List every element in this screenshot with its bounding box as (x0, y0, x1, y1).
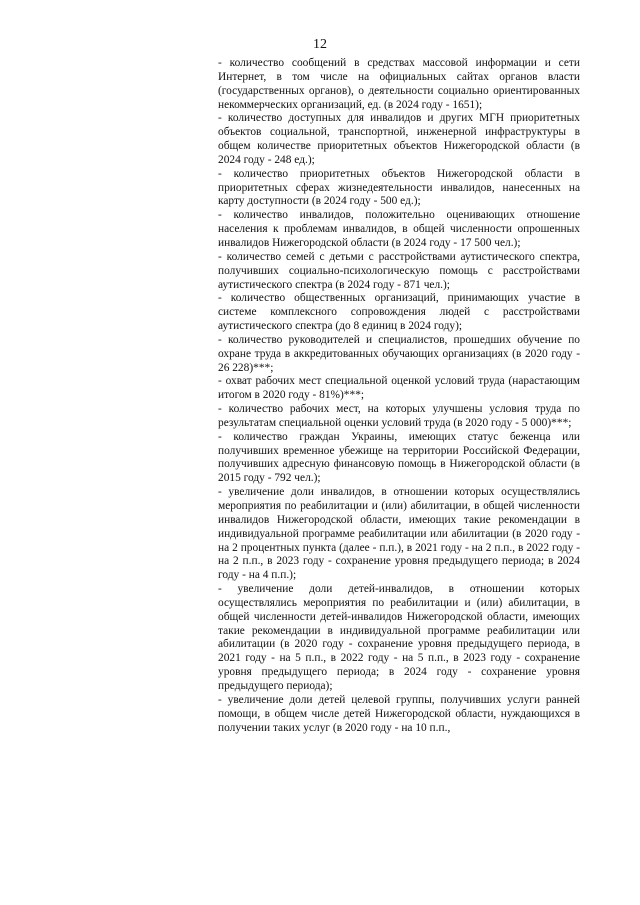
paragraph-disabled-rehabilitation-share: - увеличение доли инвалидов, в отношении которых осуществлялись мероприятия по реабилитации и (или) абилитации, в общей численности инвалидов Нижегородской области, имеющих такие рекомендации в индивидуальной программе реабилитации или абилитации (в 2020 году - на 2 процентных пункта (далее - п.п.), в 2021 году - на 2 п.п., в 2022 году - на 2 п.п., в 2023 году - сохранение уровня предыдущего периода; в 2024 году - на 4 п.п.); (218, 486, 580, 582)
document-body (218, 57, 580, 735)
paragraph-disabled-children-rehabilitation-share: - увеличение доли детей-инвалидов, в отношении которых осуществлялись мероприятия по реабилитации и (или) абилитации, в общей численности детей-инвалидов Нижегородской области, имеющих такие рекомендации в индивидуальной программе реабилитации или абилитации (в 2020 году - сохранение уровня предыдущего периода, в 2021 году - на 5 п.п., в 2022 году - на 5 п.п., в 2023 году - сохранение уровня предыдущего периода; в 2024 году - сохранение уровня предыдущего периода); (218, 583, 580, 692)
paragraph-labor-safety-training: - количество руководителей и специалистов, прошедших обучение по охране труда в аккредитованных обучающих организациях (в 2020 году - 26 228)***; (218, 333, 580, 374)
paragraph-accessible-priority-objects: - количество доступных для инвалидов и других МГН приоритетных объектов социальной, транспортной, инженерной инфраструктуры в общем количестве приоритетных объектов Нижегородской области (в 2024 году - 248 ед.); (218, 112, 580, 166)
paragraph-early-help-children-share: - увеличение доли детей целевой группы, получивших услуги ранней помощи, в общем числе детей Нижегородской области, нуждающихся в получении таких услуг (в 2020 году - на 10 п.п., (218, 693, 580, 734)
paragraph-workplace-assessment-coverage: - охват рабочих мест специальной оценкой условий труда (нарастающим итогом в 2020 году - 81%)***; (218, 375, 580, 402)
paragraph-media-messages: - количество сообщений в средствах массовой информации и сети Интернет, в том числе на официальных сайтах органов власти (государственных органов), о деятельности социально ориентированных некоммерческих организаций, ед. (в 2024 году - 1651); (218, 57, 580, 111)
paragraph-ukraine-refugees-aid: - количество граждан Украины, имеющих статус беженца или получивших временное убежище на территории Российской Федерации, получивших адресную финансовую помощь в Нижегородской области (в 2015 году - 792 чел.); (218, 430, 580, 485)
paragraph-accessibility-map-objects: - количество приоритетных объектов Нижегородской области в приоритетных сферах жизнедеятельности инвалидов, нанесенных на карту доступности (в 2024 году - 500 ед.); (218, 167, 580, 208)
paragraph-autism-public-organizations: - количество общественных организаций, принимающих участие в системе комплексного сопровождения людей с расстройствами аутистического спектра (до 8 единиц в 2024 году); (218, 292, 580, 333)
paragraph-improved-workplaces: - количество рабочих мест, на которых улучшены условия труда по результатам специальной оценки условий труда (в 2020 году - 5 000)***; (218, 403, 580, 429)
paragraph-disabled-positive-attitude: - количество инвалидов, положительно оценивающих отношение населения к проблемам инвалидов, в общей численности опрошенных инвалидов Нижегородской области (в 2024 году - 17 500 чел.); (218, 209, 580, 249)
page-number: 12 (313, 37, 327, 52)
paragraph-autism-families-support: - количество семей с детьми с расстройствами аутистического спектра, получивших социально-психологическую помощь с расстройствами аутистического спектра (в 2024 году - 871 чел.); (218, 250, 580, 291)
